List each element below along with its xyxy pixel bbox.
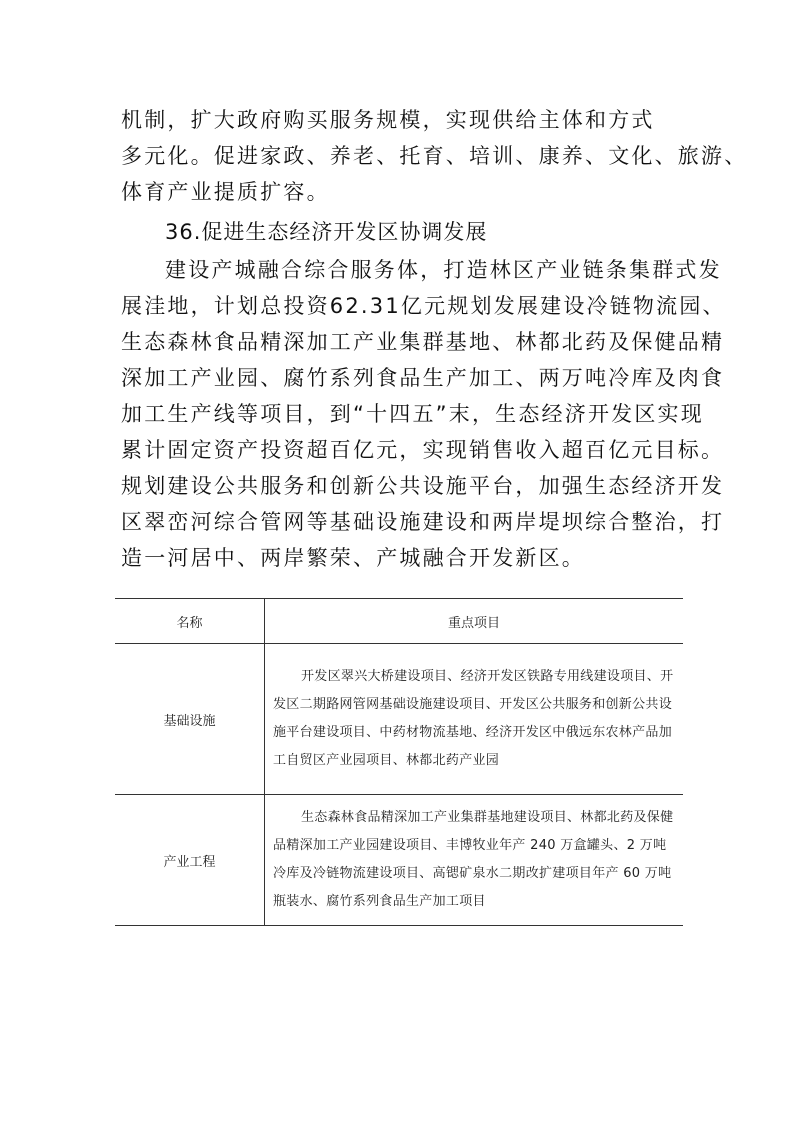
- paragraph-continuation: [121, 102, 748, 210]
- paragraph-line: 规划建设公共服务和创新公共设施平台，加强生态经济开发: [121, 474, 725, 498]
- table-row: [115, 795, 683, 926]
- paragraph-line: 机制，扩大政府购买服务规模，实现供给主体和方式: [121, 108, 655, 132]
- paragraph-line: 多元化。促进家政、养老、托育、培训、康养、文化、旅游、: [121, 144, 748, 168]
- row-name: 产业工程: [115, 795, 265, 926]
- paragraph-line: 生态森林食品精深加工产业集群基地、林都北药及保健品精: [121, 330, 725, 354]
- paragraph-main: [121, 252, 726, 576]
- header-projects: 重点项目: [265, 599, 684, 644]
- paragraph-line: 深加工产业园、腐竹系列食品生产加工、两万吨冷库及肉食: [121, 366, 725, 390]
- paragraph-line: 累计固定资产投资超百亿元，实现销售收入超百亿元目标。: [121, 438, 725, 462]
- paragraph-line: 体育产业提质扩容。: [121, 180, 330, 204]
- table-row: [115, 644, 683, 795]
- row-content: 开发区翠兴大桥建设项目、经济开发区铁路专用线建设项目、开发区二期路网管网基础设施建设项目、开发区公共服务和创新公共设施平台建设项目、中药材物流基地、经济开发区中俄远东农林产品加工自贸区产业园项目、林都北药产业园: [265, 644, 684, 795]
- paragraph-line: 展洼地，计划总投资62.31亿元规划发展建设冷链物流园、: [121, 294, 726, 318]
- paragraph-line: 造一河居中、两岸繁荣、产城融合开发新区。: [121, 546, 585, 570]
- section-heading: 36.促进生态经济开发区协调发展: [165, 220, 488, 244]
- paragraph-line: 加工生产线等项目，到“十四五”末，生态经济开发区实现: [121, 402, 704, 426]
- row-content: 生态森林食品精深加工产业集群基地建设项目、林都北药及保健品精深加工产业园建设项目、丰博牧业年产 240 万盒罐头、2 万吨冷库及冷链物流建设项目、高锶矿泉水二期改扩建项目年产 60 万吨瓶装水、腐竹系列食品生产加工项目: [265, 795, 684, 926]
- key-projects-table: [115, 598, 683, 926]
- table-header-row: [115, 599, 683, 644]
- paragraph-line: 区翠峦河综合管网等基础设施建设和两岸堤坝综合整治，打: [121, 510, 725, 534]
- header-name: 名称: [115, 599, 265, 644]
- paragraph-line: 建设产城融合综合服务体，打造林区产业链条集群式发: [165, 258, 722, 282]
- row-name: 基础设施: [115, 644, 265, 795]
